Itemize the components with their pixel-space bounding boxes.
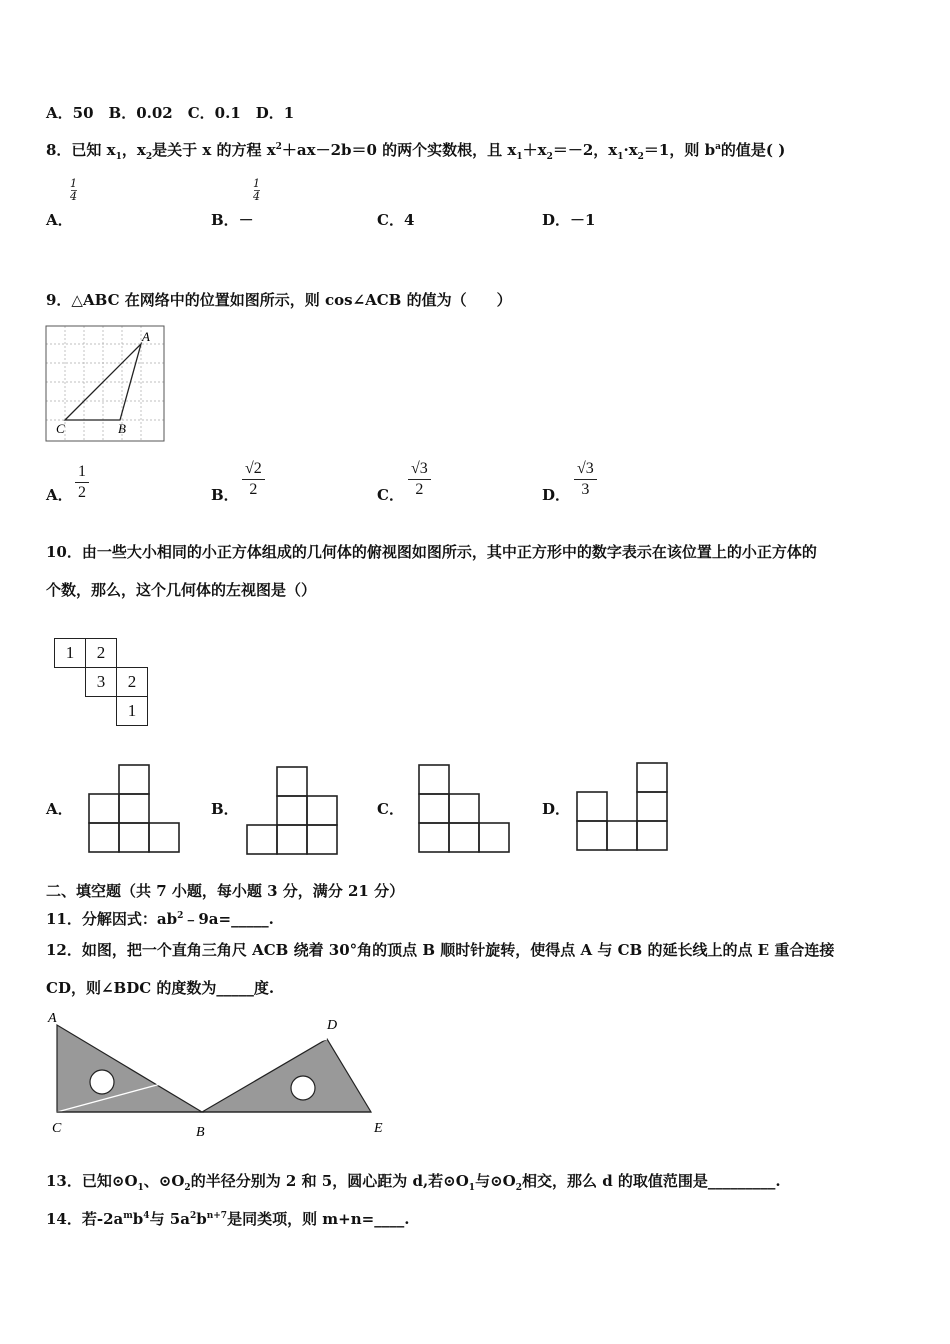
section-2-title: 二、填空题（共 7 小题，每小题 3 分，满分 21 分） [46,882,405,900]
q7-options: A．50 B．0.02 C．0.1 D．1 [46,104,295,122]
q9-option-d[interactable]: D． [542,486,571,504]
q8-option-d[interactable]: D．－1 [542,211,596,229]
q9-option-a[interactable]: A． [46,486,73,504]
q9-option-a-fraction: 1 2 [75,463,89,502]
q10-top-view-cell: 3 [85,667,117,697]
q8-option-a[interactable]: A． [46,211,73,229]
q12-label-d: D [327,1018,338,1033]
q9-stem: 9．△ABC 在网络中的位置如图所示，则 cos∠ACB 的值为（ ） [46,291,512,309]
q10-option-b[interactable]: B． [211,800,239,818]
q12-label-c: C [52,1121,62,1136]
q10-option-c[interactable]: C． [377,800,404,818]
q9-label-a: A [142,329,150,344]
q13-stem: 13．已知$⊙O_1$、$⊙O_2$的半径分别为 2 和 5，圆心距为 d,若$⊙O_1$与$⊙O_2$相交，那么 d 的取值范围是_________. [46,1172,781,1193]
q9-option-c[interactable]: C． [377,486,404,504]
q8-option-c[interactable]: C．4 [377,211,415,229]
q9-option-b[interactable]: B． [211,486,239,504]
q14-stem: 14．若$-2a^mb^4$与 $5a^2b^{n+7}$是同类项，则 m+n=____. [46,1210,410,1228]
q8-option-a-fraction: 1 4 [70,177,77,203]
q9-grid-figure [44,324,166,444]
q10-option-c-figure[interactable] [416,763,514,855]
q10-stem-line1: 10．由一些大小相同的小正方体组成的几何体的俯视图如图所示，其中正方形中的数字表示在该位置上的小正方体的 [46,543,817,561]
q10-option-a-figure[interactable] [86,763,184,855]
q12-stem-line2: CD，则∠BDC 的度数为_____度. [46,979,275,997]
q8-option-b-fraction: 1 4 [253,177,260,203]
q10-option-d-figure[interactable] [574,761,672,853]
q10-option-b-figure[interactable] [244,765,342,857]
q9-option-d-fraction: √3 3 [574,460,597,499]
q9-label-c: C [56,421,65,436]
q10-top-view-cell: 1 [54,638,86,668]
q9-label-b: B [118,421,126,436]
q12-label-a: A [48,1011,57,1026]
q10-top-view-cell: 1 [116,696,148,726]
q10-option-a[interactable]: A． [46,800,73,818]
q9-option-b-fraction: √2 2 [242,460,265,499]
q10-option-d[interactable]: D． [542,800,571,818]
q9-option-c-fraction: √3 2 [408,460,431,499]
q10-top-view-cell: 2 [85,638,117,668]
q8-option-b[interactable]: B．－ [211,211,254,229]
q8-stem: 8．已知 $x_1$，$x_2$是关于 x 的方程 $x^2+ax-2b=0$ 的两个实数根，且 $x_1+x_2=-2$，$x_1\cdot x_2=1$，则 $b^a$的值是( ) [46,141,786,162]
q12-stem-line1: 12．如图，把一个直角三角尺 ACB 绕着 30°角的顶点 B 顺时针旋转，使得点 A 与 CB 的延长线上的点 E 重合连接 [46,941,835,959]
q12-label-b: B [196,1125,205,1140]
q12-label-e: E [374,1121,383,1136]
q10-top-view-cell: 2 [116,667,148,697]
q10-stem-line2: 个数，那么，这个几何体的左视图是（） [46,581,317,599]
q12-triangle-figure [44,1008,394,1142]
q11-stem: 11．分解因式：$ab^2﹣9a=\_\_\_\_\_$. [46,910,274,928]
